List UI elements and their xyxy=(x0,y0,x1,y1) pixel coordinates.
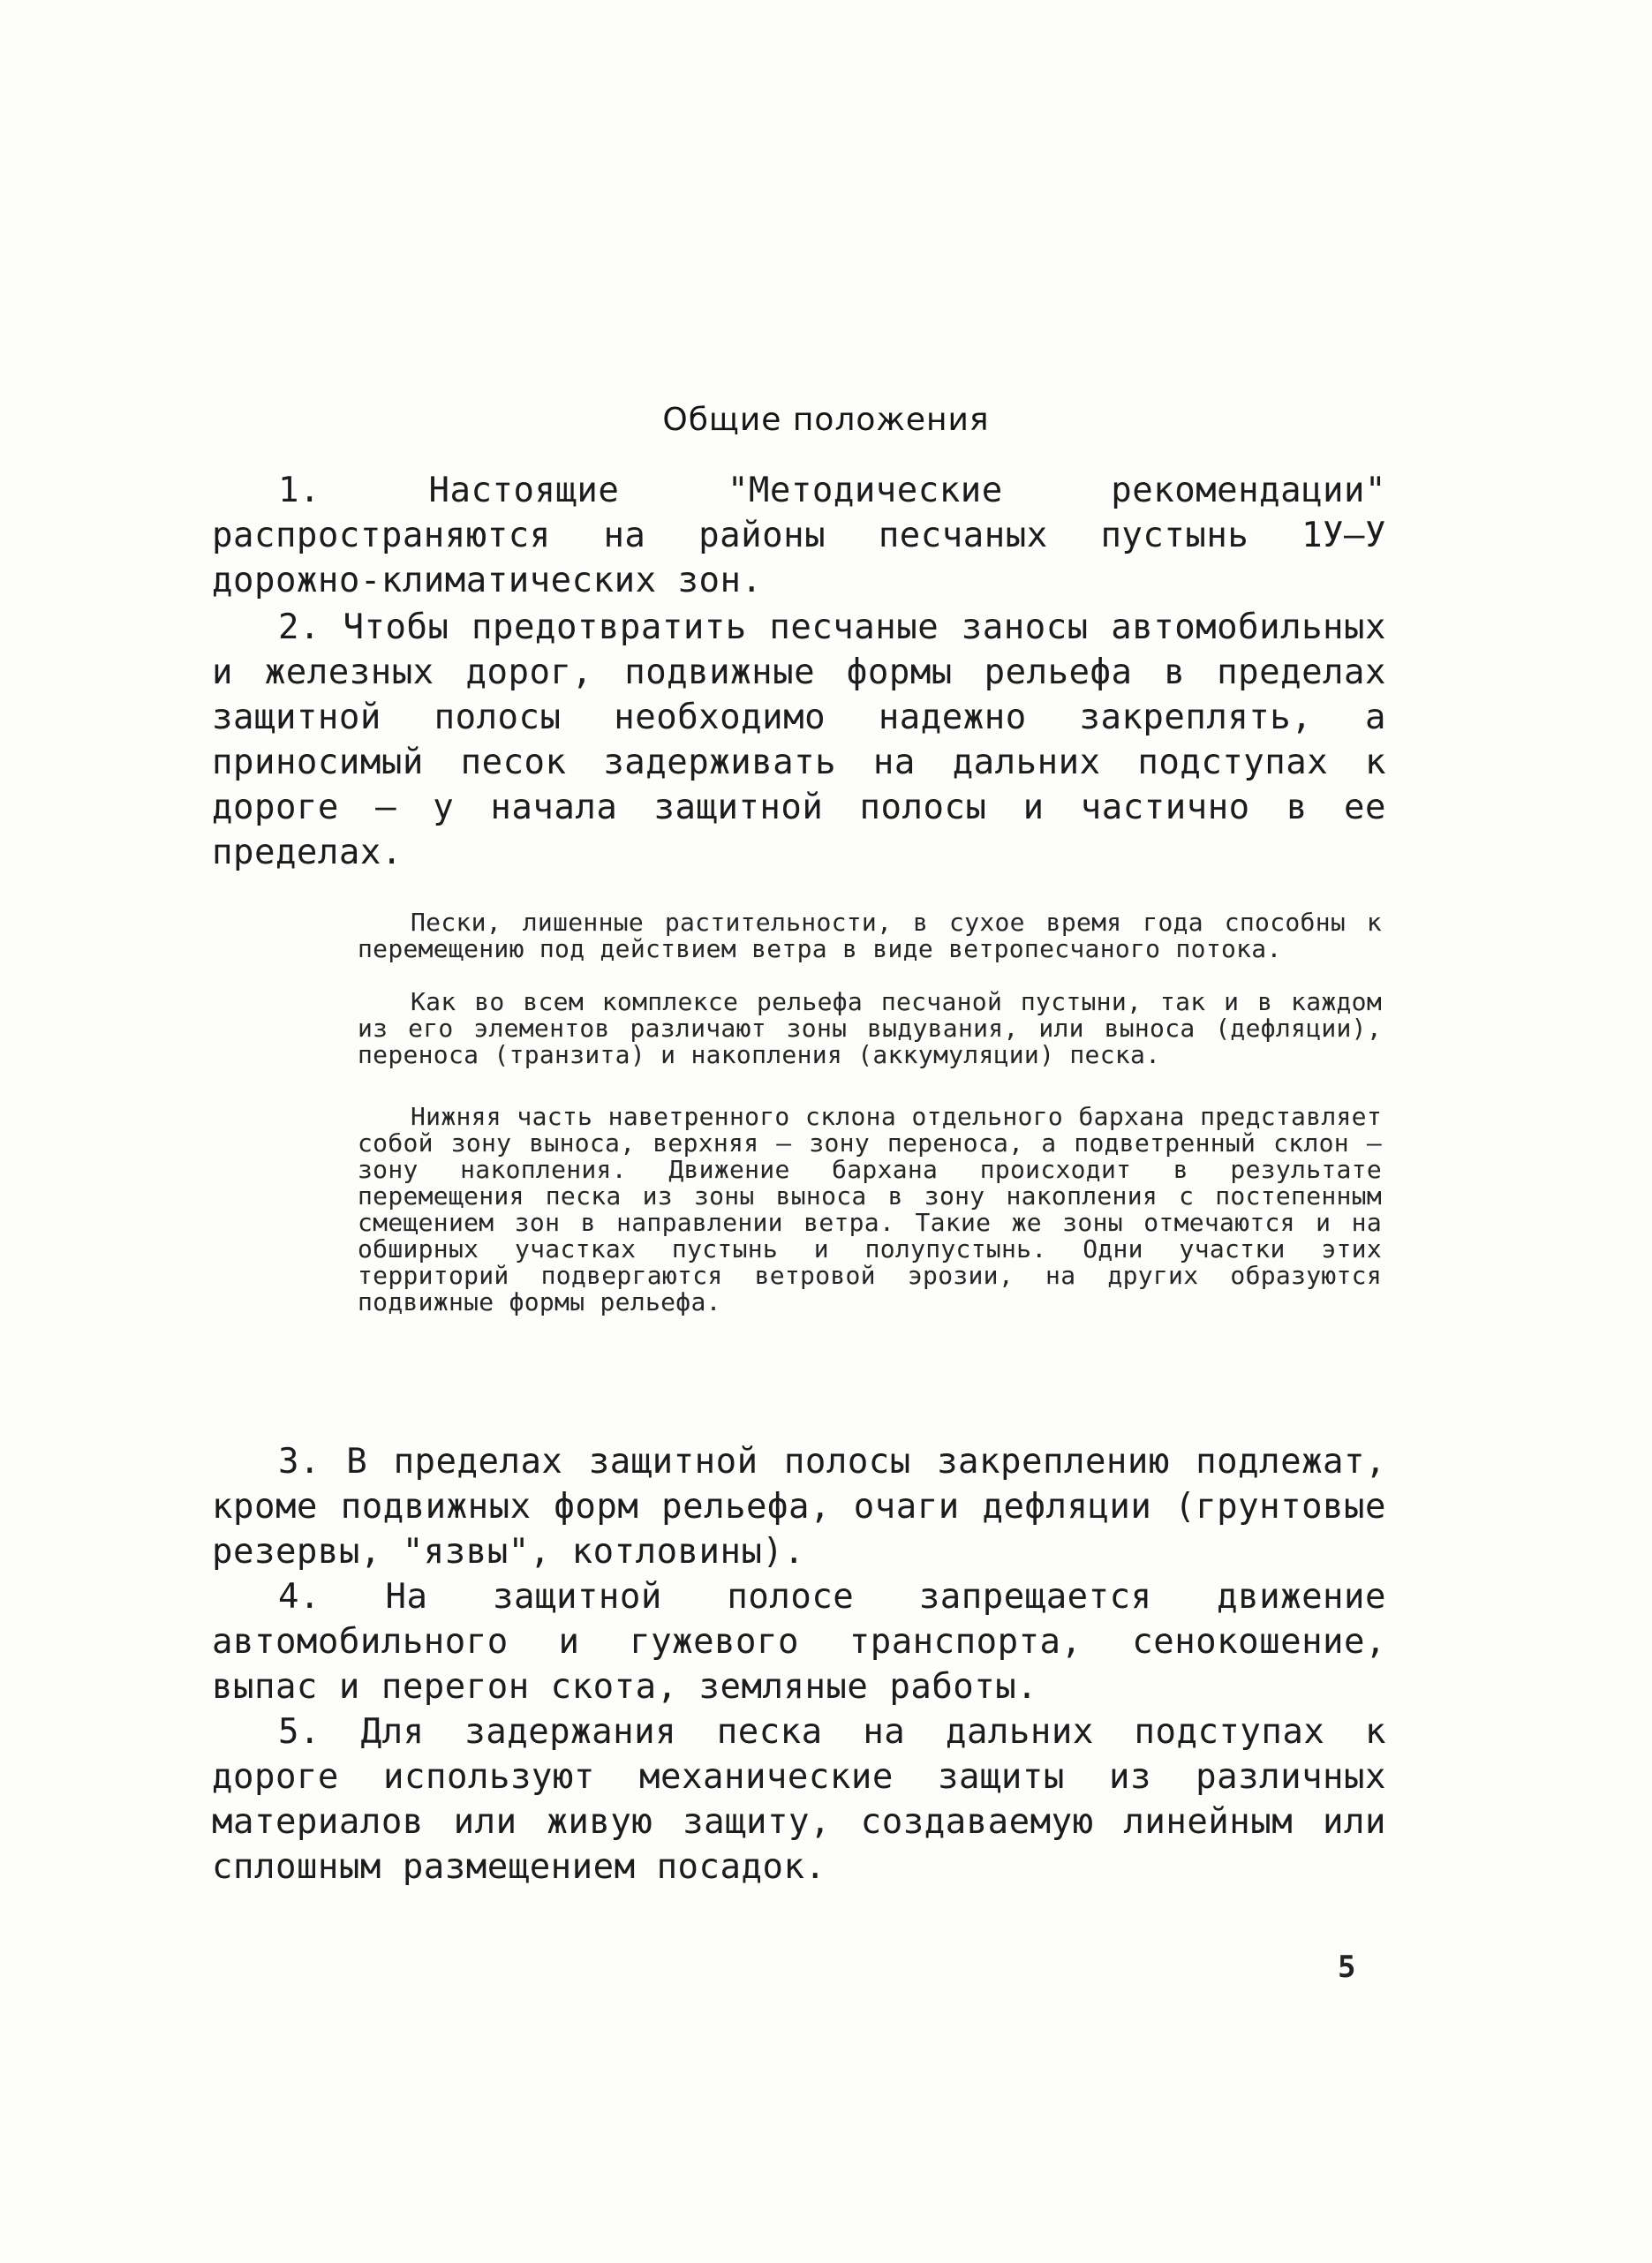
note-paragraph-3: Нижняя часть наветренного склона отдельного бархана представляет собой зону выноса, верхняя – зону переноса, а подветренный склон – зону накопления. Движение бархана происходит в результате перемещения песка из зоны выноса в зону накопления с постепенным смещением зон в направлении ветра. Такие же зоны отмечаются и на обширных участках пустынь и полупустынь. Одни участки этих территорий подвергаются ветровой эрозии, на других образуются подвижные формы рельефа. xyxy=(358,1102,1382,1316)
paragraph-3: 3. В пределах защитной полосы закреплению подлежат, кроме подвижных форм рельефа, очаги дефляции (грунтовые резервы, "язвы", котловины). xyxy=(212,1442,1386,1572)
paragraph-2: 2. Чтобы предотвратить песчаные заносы автомобильных и железных дорог, подвижные формы рельефа в пределах защитной полосы необходимо надежно закреплять, а приносимый песок задерживать на дальних подступах к дороге – у начала защитной полосы и частично в ее пределах. xyxy=(212,607,1386,872)
note-paragraph-2: Как во всем комплексе рельефа песчаной пустыни, так и в каждом из его элементов различают зоны выдувания, или выноса (дефляции), переноса (транзита) и накопления (аккумуляции) песка. xyxy=(358,987,1382,1069)
paragraph-4: 4. На защитной полосе запрещается движение автомобильного и гужевого транспорта, сенокошение, выпас и перегон скота, земляные работы. xyxy=(212,1577,1386,1707)
note-paragraph-1: Пески, лишенные растительности, в сухое время года способны к перемещению под действием ветра в виде ветропесчаного потока. xyxy=(358,908,1382,963)
paragraph-5: 5. Для задержания песка на дальних подступах к дороге используют механические защиты из различных материалов или живую защиту, создаваемую линейным или сплошным размещением посадок. xyxy=(212,1712,1386,1887)
paragraph-1: 1. Настоящие "Методические рекомендации" распространяются на районы песчаных пустынь 1У–У дорожно-климатических зон. xyxy=(212,471,1386,600)
section-heading: Общие положения xyxy=(662,402,990,438)
page-number: 5 xyxy=(1338,1950,1356,1985)
